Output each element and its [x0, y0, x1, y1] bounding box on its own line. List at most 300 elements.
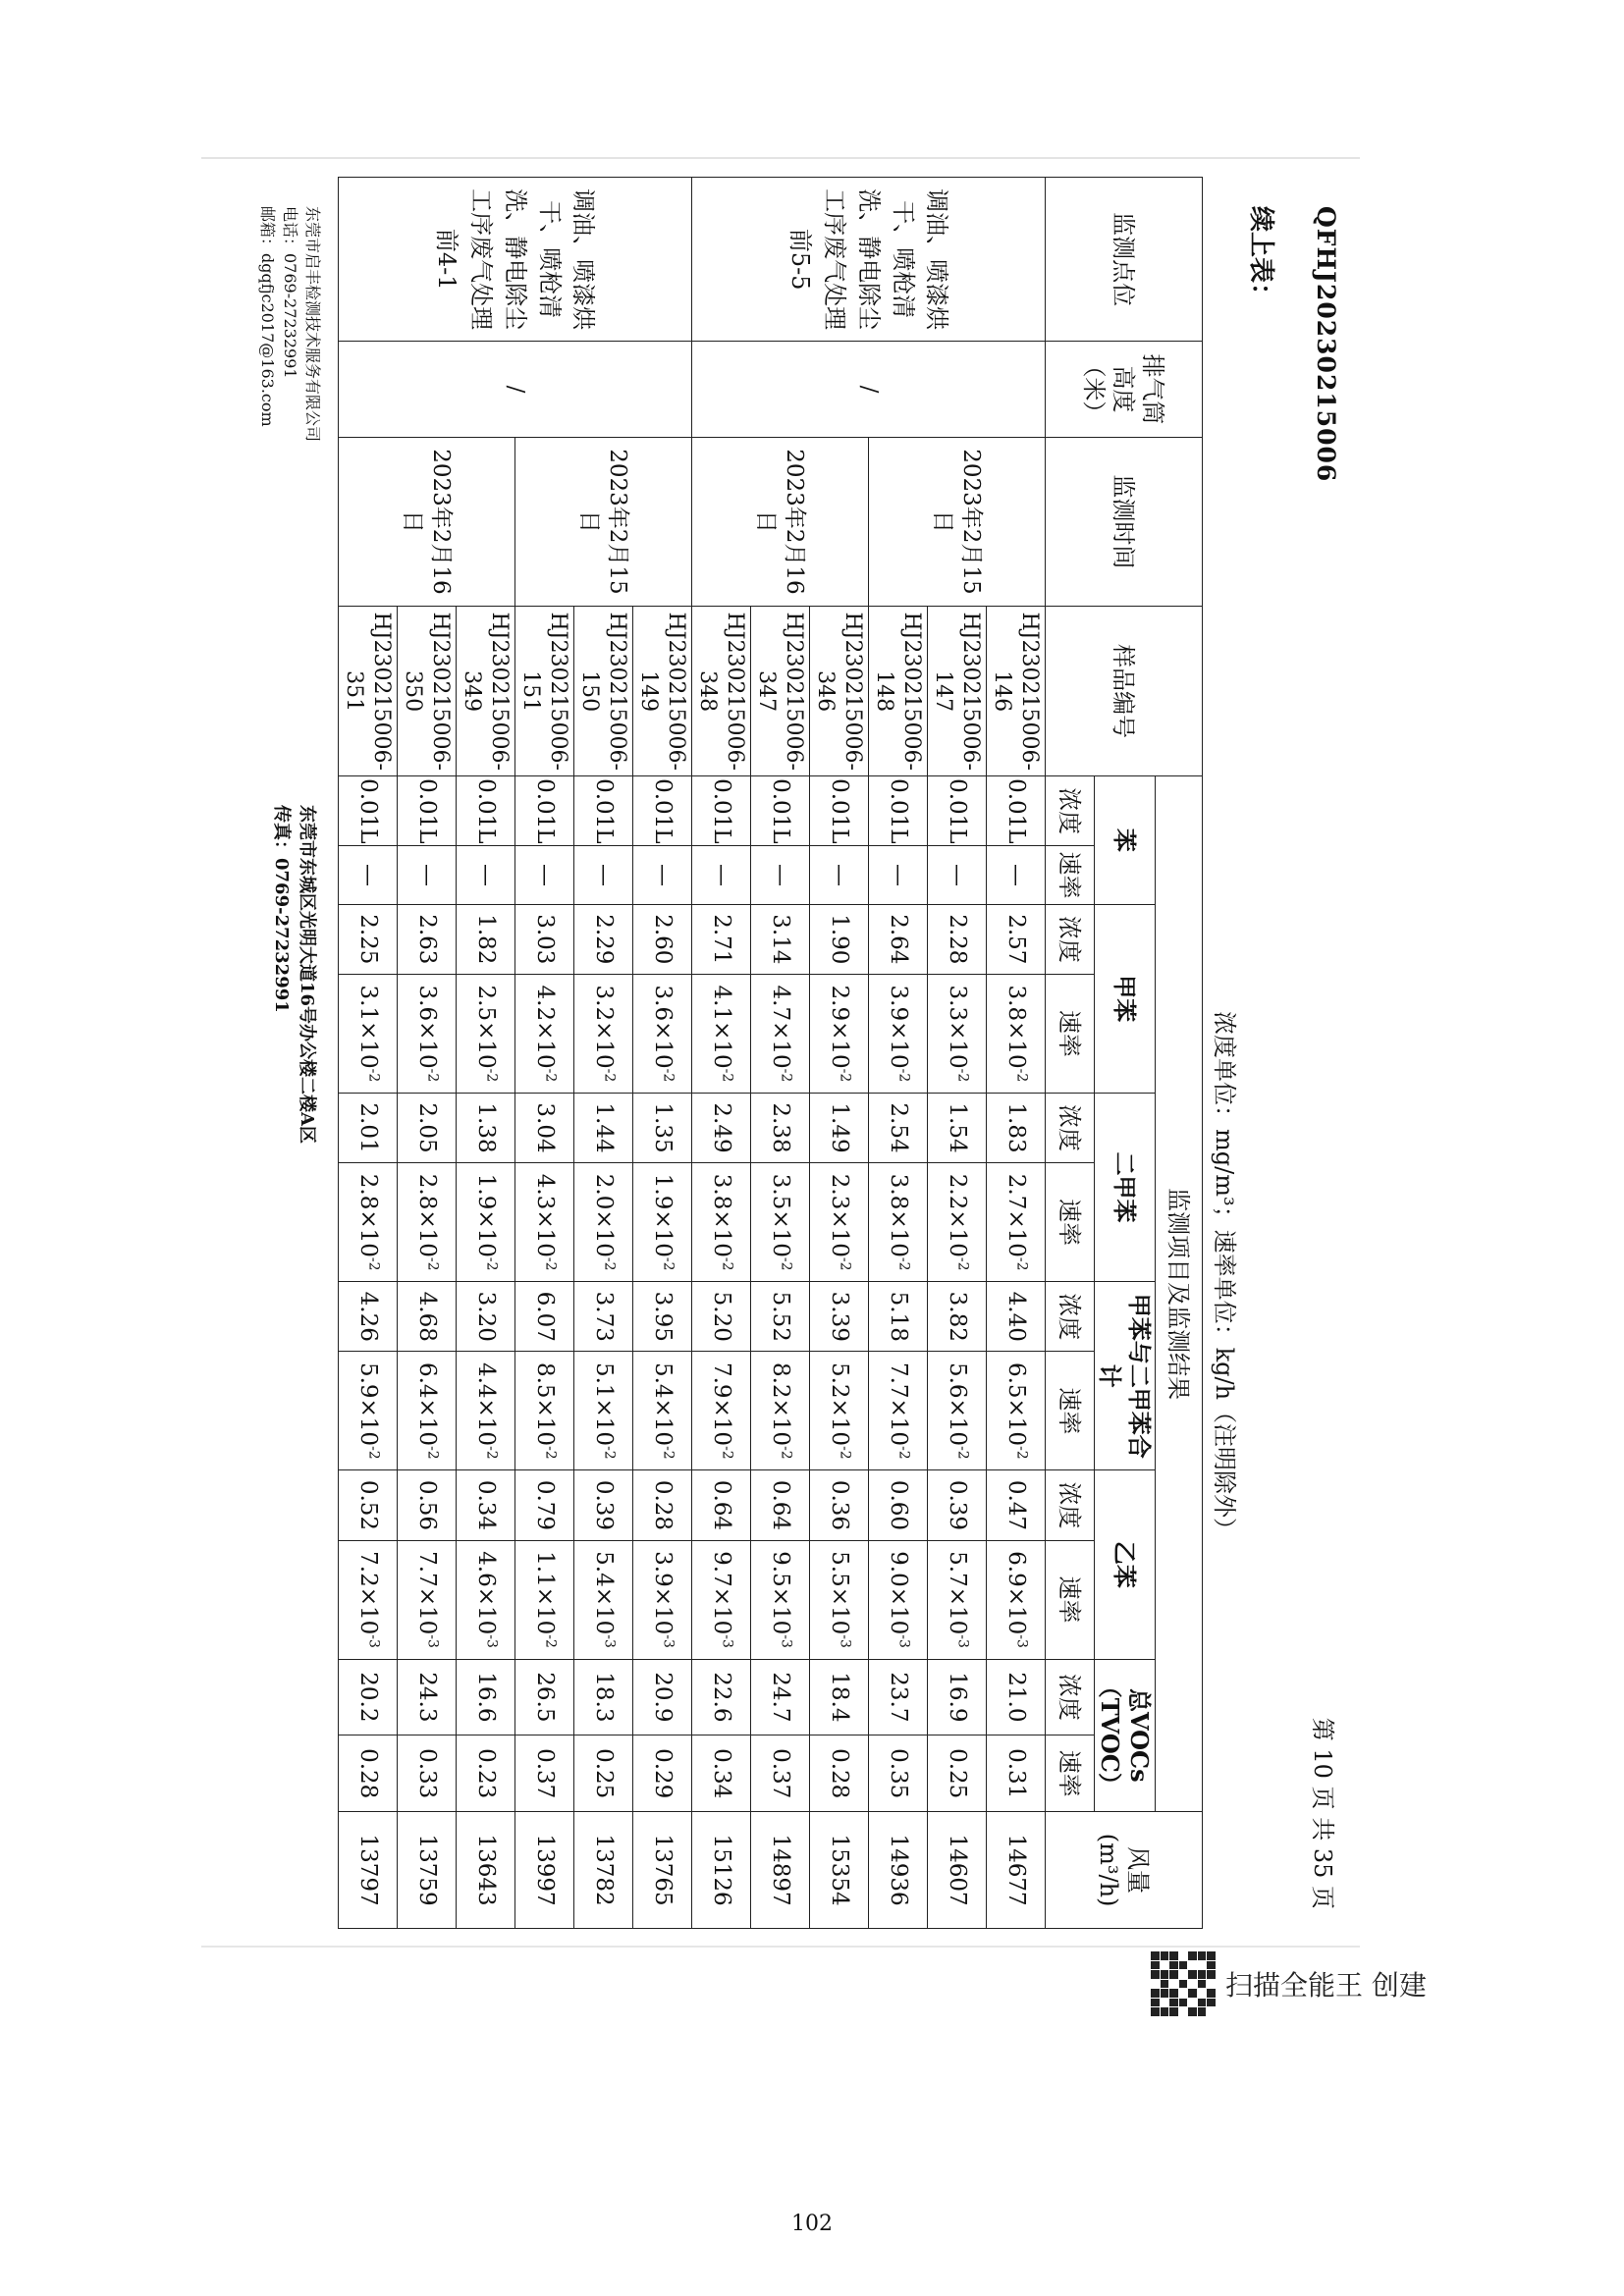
- value-text: 2.01: [354, 1102, 381, 1153]
- cell-value: [457, 1659, 515, 1735]
- cell-value: [987, 846, 1046, 904]
- cell-value: [987, 1540, 1046, 1659]
- value-text: 0.28: [826, 1748, 852, 1799]
- cell-value: [751, 1540, 810, 1659]
- value-text: —: [649, 864, 676, 887]
- value-text: —: [1002, 864, 1029, 887]
- exponent: -2: [719, 1446, 735, 1460]
- cell-value: [751, 974, 810, 1093]
- monitoring-results-table: [338, 177, 1203, 1929]
- exponent: -2: [601, 1256, 618, 1271]
- cell-value: [339, 1352, 398, 1470]
- cell-value: [987, 776, 1046, 846]
- group-toluene-xylene-total: 甲苯与二甲苯合计: [1095, 1282, 1156, 1470]
- cell-value: [928, 776, 987, 846]
- exponent: -2: [778, 1446, 794, 1460]
- cell-value: [515, 1540, 574, 1659]
- value-text: 5.52: [767, 1291, 793, 1342]
- cell-value: [751, 1470, 810, 1540]
- cell-value: [398, 1163, 457, 1282]
- cell-value: [515, 1093, 574, 1162]
- subheader-conc: 浓度: [1046, 1470, 1095, 1540]
- cell-value: [574, 776, 633, 846]
- cell-value: [457, 974, 515, 1093]
- value-text: 9.7×10: [708, 1551, 734, 1635]
- cell-value: [633, 1659, 692, 1735]
- cell-value: [339, 1163, 398, 1282]
- value-text: 6.4×10: [413, 1362, 440, 1447]
- exponent: -2: [954, 1256, 971, 1271]
- doc-code: QFHJ20230215006: [1312, 206, 1340, 483]
- cell-value: [692, 1659, 751, 1735]
- value-text: 1.9×10: [649, 1173, 676, 1257]
- cell-value: [457, 1735, 515, 1812]
- value-text: 18.4: [826, 1672, 852, 1723]
- value-text: 2.9×10: [826, 985, 852, 1069]
- cell-value: [928, 846, 987, 904]
- monitoring-point: 调油、喷漆烘干、喷枪清洗、静电除尘工序废气处理前4-1: [339, 178, 692, 342]
- cell-value: [339, 1812, 398, 1929]
- table-row: [457, 178, 515, 1929]
- value-text: 0.31: [1002, 1748, 1029, 1799]
- value-text: 3.95: [649, 1291, 676, 1342]
- value-text: 16.6: [472, 1672, 499, 1723]
- value-text: 1.90: [826, 914, 852, 965]
- cell-value: [692, 1163, 751, 1282]
- value-text: 13797: [354, 1834, 381, 1906]
- value-text: 4.2×10: [531, 985, 558, 1069]
- cell-value: [515, 1470, 574, 1540]
- cell-value: [692, 974, 751, 1093]
- cell-value: [574, 1812, 633, 1929]
- exponent: -3: [954, 1634, 971, 1648]
- cell-value: [869, 1470, 928, 1540]
- value-text: 0.37: [767, 1748, 793, 1799]
- value-text: 2.2×10: [944, 1173, 970, 1257]
- cell-value: [633, 776, 692, 846]
- exponent: -3: [483, 1634, 500, 1648]
- value-text: 7.2×10: [354, 1551, 381, 1635]
- cell-value: [398, 1540, 457, 1659]
- value-text: 0.34: [472, 1479, 499, 1531]
- exponent: -2: [365, 1446, 382, 1460]
- value-text: 13997: [531, 1834, 558, 1906]
- monitoring-date: 2023年2月16日: [339, 437, 515, 607]
- value-text: 4.26: [354, 1291, 381, 1342]
- footer-fax: 传真：0769-27232991: [270, 805, 292, 1013]
- value-text: —: [708, 864, 734, 887]
- exponent: -2: [837, 1446, 853, 1460]
- value-text: 8.2×10: [767, 1362, 793, 1447]
- cell-value: [810, 1282, 869, 1352]
- cell-value: [633, 1352, 692, 1470]
- value-text: 2.57: [1002, 914, 1029, 965]
- value-text: 0.36: [826, 1479, 852, 1531]
- value-text: 16.9: [944, 1672, 970, 1723]
- subheader-rate: 速率: [1046, 1352, 1095, 1470]
- cell-value: [869, 1540, 928, 1659]
- stack-height: /: [339, 342, 692, 437]
- cell-value: [398, 1659, 457, 1735]
- value-text: 4.68: [413, 1291, 440, 1342]
- sample-id: HJ230215006-350: [398, 607, 457, 776]
- group-toluene: 甲苯: [1095, 904, 1156, 1093]
- value-text: 6.07: [531, 1291, 558, 1342]
- cell-value: [633, 1470, 692, 1540]
- value-text: 18.3: [590, 1672, 617, 1723]
- cell-value: [869, 1812, 928, 1929]
- cell-value: [339, 846, 398, 904]
- exponent: -2: [424, 1446, 441, 1460]
- cell-value: [692, 1352, 751, 1470]
- header-items-title: 监测项目及监测结果: [1156, 776, 1203, 1812]
- value-text: 3.14: [767, 914, 793, 965]
- value-text: 0.01L: [472, 778, 499, 844]
- value-text: 2.60: [649, 914, 676, 965]
- exponent: -2: [542, 1068, 559, 1083]
- value-text: 4.3×10: [531, 1173, 558, 1257]
- cell-value: [574, 1282, 633, 1352]
- cell-value: [810, 904, 869, 974]
- value-text: 4.4×10: [472, 1362, 499, 1447]
- cell-value: [810, 1540, 869, 1659]
- value-text: 2.5×10: [472, 985, 499, 1069]
- exponent: -2: [719, 1068, 735, 1083]
- cell-value: [928, 1470, 987, 1540]
- cell-value: [339, 904, 398, 974]
- value-text: 14936: [885, 1834, 911, 1906]
- cell-value: [928, 1812, 987, 1929]
- value-text: 2.7×10: [1002, 1173, 1029, 1257]
- value-text: 24.3: [413, 1672, 440, 1723]
- cell-value: [398, 974, 457, 1093]
- header-point: 监测点位: [1046, 178, 1203, 342]
- exponent: -3: [1013, 1634, 1030, 1648]
- cell-value: [457, 904, 515, 974]
- sample-id: HJ230215006-148: [869, 607, 928, 776]
- group-xylene: 二甲苯: [1095, 1093, 1156, 1281]
- exponent: -2: [954, 1446, 971, 1460]
- cell-value: [457, 1093, 515, 1162]
- cell-value: [339, 1540, 398, 1659]
- subheader-conc: 浓度: [1046, 1093, 1095, 1162]
- subheader-rate: 速率: [1046, 1163, 1095, 1282]
- cell-value: [515, 1659, 574, 1735]
- cell-value: [810, 1812, 869, 1929]
- cell-value: [339, 974, 398, 1093]
- cell-value: [928, 1352, 987, 1470]
- cell-value: [987, 1352, 1046, 1470]
- value-text: 0.47: [1002, 1479, 1029, 1531]
- cell-value: [928, 1163, 987, 1282]
- value-text: 2.0×10: [590, 1173, 617, 1257]
- cell-value: [398, 1093, 457, 1162]
- value-text: 3.5×10: [767, 1173, 793, 1257]
- cell-value: [398, 1735, 457, 1812]
- exponent: -2: [601, 1446, 618, 1460]
- table-row: [810, 178, 869, 1929]
- sample-id: HJ230215006-150: [574, 607, 633, 776]
- value-text: 0.39: [590, 1479, 617, 1531]
- cell-value: [633, 1812, 692, 1929]
- cell-value: [692, 1735, 751, 1812]
- cell-value: [987, 1812, 1046, 1929]
- cell-value: [574, 1352, 633, 1470]
- value-text: 3.20: [472, 1291, 499, 1342]
- exponent: -2: [895, 1068, 912, 1083]
- value-text: —: [944, 864, 970, 887]
- value-text: 7.9×10: [708, 1362, 734, 1447]
- value-text: 5.5×10: [826, 1551, 852, 1635]
- exponent: -2: [542, 1256, 559, 1271]
- cell-value: [633, 1093, 692, 1162]
- page-number: 102: [791, 2212, 833, 2236]
- value-text: 7.7×10: [885, 1362, 911, 1447]
- page-label: 第 10 页 共 35 页: [1309, 1717, 1336, 1909]
- value-text: 5.18: [885, 1291, 911, 1342]
- cell-value: [869, 1163, 928, 1282]
- value-text: 0.33: [413, 1748, 440, 1799]
- cell-value: [751, 904, 810, 974]
- value-text: 1.82: [472, 914, 499, 965]
- cell-value: [339, 1735, 398, 1812]
- value-text: —: [531, 864, 558, 887]
- cell-value: [574, 1093, 633, 1162]
- cell-value: [751, 1659, 810, 1735]
- cell-value: [574, 1735, 633, 1812]
- cell-value: [692, 1812, 751, 1929]
- value-text: 5.1×10: [590, 1362, 617, 1447]
- cell-value: [810, 846, 869, 904]
- exponent: -3: [601, 1634, 618, 1648]
- cell-value: [515, 776, 574, 846]
- exponent: -3: [365, 1634, 382, 1648]
- value-text: 1.54: [944, 1102, 970, 1153]
- value-text: 1.1×10: [531, 1551, 558, 1635]
- cell-value: [574, 1470, 633, 1540]
- value-text: 0.37: [531, 1748, 558, 1799]
- exponent: -2: [719, 1256, 735, 1271]
- monitoring-date: 2023年2月15日: [515, 437, 692, 607]
- exponent: -2: [778, 1068, 794, 1083]
- cell-value: [457, 1352, 515, 1470]
- cell-value: [633, 1540, 692, 1659]
- value-text: 2.63: [413, 914, 440, 965]
- footer-phone: 电话：0769-27232991: [280, 206, 299, 379]
- cell-value: [987, 1163, 1046, 1282]
- value-text: 2.25: [354, 914, 381, 965]
- cell-value: [751, 1735, 810, 1812]
- exponent: -2: [660, 1446, 677, 1460]
- cell-value: [398, 904, 457, 974]
- value-text: 0.35: [885, 1748, 911, 1799]
- value-text: 3.73: [590, 1291, 617, 1342]
- value-text: 5.20: [708, 1291, 734, 1342]
- value-text: 0.25: [590, 1748, 617, 1799]
- value-text: 2.3×10: [826, 1173, 852, 1257]
- value-text: 0.23: [472, 1748, 499, 1799]
- cell-value: [515, 1352, 574, 1470]
- value-text: —: [767, 864, 793, 887]
- continued-label: 续上表：: [1246, 206, 1275, 309]
- footer-address: 东莞市东城区光明大道16号办公楼二楼A区: [297, 805, 317, 1145]
- cell-value: [457, 1540, 515, 1659]
- value-text: 2.71: [708, 914, 734, 965]
- value-text: 3.9×10: [649, 1551, 676, 1635]
- cell-value: [987, 904, 1046, 974]
- value-text: —: [590, 864, 617, 887]
- cell-value: [633, 904, 692, 974]
- group-tvoc: 总VOCs（TVOC）: [1095, 1659, 1156, 1812]
- cell-value: [457, 1163, 515, 1282]
- cell-value: [869, 1735, 928, 1812]
- value-text: 20.2: [354, 1672, 381, 1723]
- cell-value: [398, 846, 457, 904]
- value-text: 0.28: [649, 1479, 676, 1531]
- value-text: 0.64: [708, 1479, 734, 1531]
- cell-value: [928, 904, 987, 974]
- value-text: 3.2×10: [590, 985, 617, 1069]
- value-text: 3.3×10: [944, 985, 970, 1069]
- stack-height: /: [692, 342, 1046, 437]
- cell-value: [398, 1470, 457, 1540]
- value-text: 7.7×10: [413, 1551, 440, 1635]
- cell-value: [869, 1093, 928, 1162]
- cell-value: [633, 1282, 692, 1352]
- value-text: 5.6×10: [944, 1362, 970, 1447]
- value-text: 3.1×10: [354, 985, 381, 1069]
- cell-value: [810, 1470, 869, 1540]
- sample-id: HJ230215006-151: [515, 607, 574, 776]
- exponent: -2: [483, 1068, 500, 1083]
- cell-value: [515, 1163, 574, 1282]
- value-text: 5.9×10: [354, 1362, 381, 1447]
- value-text: 3.04: [531, 1102, 558, 1153]
- sample-id: HJ230215006-349: [457, 607, 515, 776]
- sample-id: HJ230215006-346: [810, 607, 869, 776]
- exponent: -2: [542, 1634, 559, 1648]
- exponent: -2: [424, 1068, 441, 1083]
- header-stack-height: 排气筒高度（米）: [1046, 342, 1203, 437]
- value-text: 3.39: [826, 1291, 852, 1342]
- value-text: 8.5×10: [531, 1362, 558, 1447]
- exponent: -2: [483, 1446, 500, 1460]
- value-text: 5.2×10: [826, 1362, 852, 1447]
- exponent: -2: [837, 1068, 853, 1083]
- cell-value: [987, 1470, 1046, 1540]
- value-text: 0.79: [531, 1479, 558, 1531]
- cell-value: [339, 776, 398, 846]
- value-text: 13759: [413, 1834, 440, 1906]
- cell-value: [869, 776, 928, 846]
- value-text: 1.83: [1002, 1102, 1029, 1153]
- cell-value: [339, 1282, 398, 1352]
- cell-value: [457, 1282, 515, 1352]
- value-text: 0.29: [649, 1748, 676, 1799]
- cell-value: [515, 974, 574, 1093]
- value-text: 3.8×10: [885, 1173, 911, 1257]
- cell-value: [869, 1282, 928, 1352]
- exponent: -2: [660, 1256, 677, 1271]
- cell-value: [928, 1659, 987, 1735]
- cell-value: [457, 1470, 515, 1540]
- value-text: —: [826, 864, 852, 887]
- cell-value: [339, 1093, 398, 1162]
- cell-value: [633, 1735, 692, 1812]
- cell-value: [574, 846, 633, 904]
- value-text: 1.49: [826, 1102, 852, 1153]
- cell-value: [928, 1540, 987, 1659]
- cell-value: [574, 1540, 633, 1659]
- unit-note: 浓度单位：mg/m³；速率单位：kg/h（注明除外）: [1211, 1011, 1238, 1542]
- value-text: —: [472, 864, 499, 887]
- value-text: 2.29: [590, 914, 617, 965]
- value-text: 0.39: [944, 1479, 970, 1531]
- cell-value: [398, 1352, 457, 1470]
- qr-code-icon: [1151, 1951, 1216, 2016]
- value-text: 0.01L: [590, 778, 617, 844]
- monitoring-point: 调油、喷漆烘干、喷枪清洗、静电除尘工序废气处理前5-5: [692, 178, 1046, 342]
- cell-value: [987, 1735, 1046, 1812]
- monitoring-date: 2023年2月16日: [692, 437, 869, 607]
- value-text: 0.01L: [1002, 778, 1029, 844]
- cell-value: [751, 1163, 810, 1282]
- value-text: 9.0×10: [885, 1551, 911, 1635]
- value-text: 0.60: [885, 1479, 911, 1531]
- cell-value: [928, 1735, 987, 1812]
- value-text: 1.35: [649, 1102, 676, 1153]
- cell-value: [692, 1470, 751, 1540]
- exponent: -2: [895, 1256, 912, 1271]
- cell-value: [398, 1812, 457, 1929]
- exponent: -3: [837, 1634, 853, 1648]
- cell-value: [751, 1093, 810, 1162]
- exponent: -3: [660, 1634, 677, 1648]
- value-text: 3.9×10: [885, 985, 911, 1069]
- scanner-watermark: [1151, 1951, 1427, 2016]
- value-text: 3.6×10: [413, 985, 440, 1069]
- sample-id: HJ230215006-146: [987, 607, 1046, 776]
- rotated-report-page: [191, 147, 1350, 1963]
- footer-company: 东莞市启丰检测技术服务有限公司: [303, 206, 322, 443]
- group-benzene: 苯: [1095, 776, 1156, 905]
- cell-value: [810, 776, 869, 846]
- value-text: 15126: [708, 1834, 734, 1906]
- subheader-rate: 速率: [1046, 1540, 1095, 1659]
- cell-value: [574, 904, 633, 974]
- subheader-conc: 浓度: [1046, 776, 1095, 846]
- cell-value: [810, 1659, 869, 1735]
- exponent: -2: [1013, 1256, 1030, 1271]
- cell-value: [457, 776, 515, 846]
- value-text: 0.01L: [885, 778, 911, 844]
- sample-id: HJ230215006-348: [692, 607, 751, 776]
- value-text: 0.25: [944, 1748, 970, 1799]
- value-text: 0.28: [354, 1748, 381, 1799]
- value-text: 26.5: [531, 1672, 558, 1723]
- value-text: 13643: [472, 1834, 499, 1906]
- value-text: 14677: [1002, 1834, 1029, 1906]
- cell-value: [515, 1735, 574, 1812]
- value-text: —: [885, 864, 911, 887]
- group-ethylbenzene: 乙苯: [1095, 1470, 1156, 1659]
- exponent: -2: [895, 1446, 912, 1460]
- exponent: -2: [1013, 1068, 1030, 1083]
- cell-value: [398, 776, 457, 846]
- cell-value: [692, 1282, 751, 1352]
- value-text: 2.05: [413, 1102, 440, 1153]
- footer-email: 邮箱：dgqfjc2017@163.com: [257, 206, 277, 427]
